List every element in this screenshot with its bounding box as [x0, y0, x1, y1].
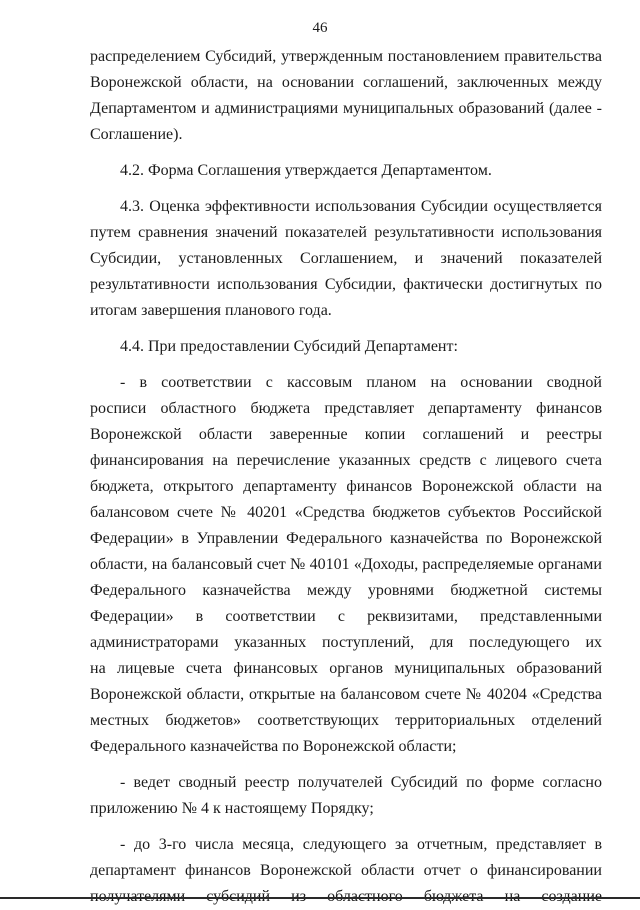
text-line: росписи областного бюджета представляет департаменту финансов: [90, 400, 602, 417]
text-line: департамент финансов Воронежской области отчет о финансировании: [90, 862, 602, 879]
text-line: Федерации» в соответствии с реквизитами, представленными: [90, 608, 602, 625]
text-line: финансирования на перечисление указанных средств с лицевого счета: [90, 452, 602, 469]
text-line: - ведет сводный реестр получателей Субсидий по форме согласно: [120, 774, 602, 791]
paragraph-gap: [90, 760, 602, 770]
paragraph-gap: [90, 360, 602, 370]
paragraph-gap: [90, 324, 602, 334]
text-line: 4.3. Оценка эффективности использования Субсидии осуществляется: [120, 198, 602, 215]
text-line: области, на балансовый счет № 40101 «Доходы, распределяемые органами: [90, 556, 602, 573]
page-number: 46: [312, 20, 328, 36]
page-bottom-rule: [0, 897, 640, 899]
text-line: балансовом счете № 40201 «Средства бюджетов субъектов Российской: [90, 504, 602, 521]
text-line: результативности использования Субсидии, фактически достигнутых по: [90, 276, 602, 293]
text-line: Департаментом и администрациями муниципальных образований (далее -: [90, 100, 602, 117]
paragraph-gap: [90, 822, 602, 832]
paragraph-gap: [90, 184, 602, 194]
text-line: местных бюджетов» соответствующих территориальных отделений: [90, 712, 602, 729]
text-line: Федерации» в Управлении Федерального казначейства по Воронежской: [90, 530, 602, 547]
text-line: 4.4. При предоставлении Субсидий Департамент:: [120, 338, 458, 355]
text-line: Субсидии, установленных Соглашением, и значений показателей: [90, 250, 602, 267]
text-line: - до 3-го числа месяца, следующего за отчетным, представляет в: [120, 836, 602, 853]
text-line: Воронежской области, на основании соглашений, заключенных между: [90, 74, 602, 91]
text-line: - в соответствии с кассовым планом на основании сводной: [120, 374, 602, 391]
text-line: Федерального казначейства по Воронежской области;: [90, 738, 457, 755]
document-body: [90, 44, 602, 910]
text-line: 4.2. Форма Соглашения утверждается Департаментом.: [120, 162, 492, 179]
text-line: Воронежской области, открытые на балансовом счете № 40204 «Средства: [90, 686, 602, 703]
text-line: распределением Субсидий, утвержденным постановлением правительства: [90, 48, 602, 65]
text-line: бюджета, открытого департаменту финансов Воронежской области на: [90, 478, 602, 495]
text-line: Соглашение).: [90, 126, 183, 143]
text-line: итогам завершения планового года.: [90, 302, 332, 319]
text-line: путем сравнения значений показателей результативности использования: [90, 224, 602, 241]
text-line: администраторами указанных поступлений, для последующего их: [90, 634, 602, 651]
text-line: на лицевые счета финансовых органов муниципальных образований: [90, 660, 602, 677]
text-line: приложению № 4 к настоящему Порядку;: [90, 800, 374, 817]
paragraph-gap: [90, 148, 602, 158]
text-line: Федерального казначейства между уровнями бюджетной системы: [90, 582, 602, 599]
text-line: Воронежской области заверенные копии соглашений и реестры: [90, 426, 602, 443]
